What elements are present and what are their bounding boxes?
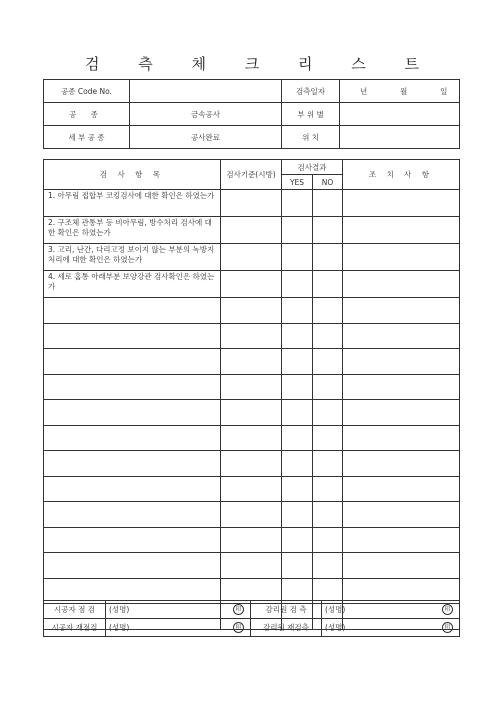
action-cell[interactable] bbox=[343, 502, 460, 528]
sign-row1-right-field[interactable] bbox=[322, 601, 460, 619]
col-no-header: NO bbox=[313, 175, 343, 190]
seal-icon: 印 bbox=[233, 604, 244, 615]
yes-cell[interactable] bbox=[282, 502, 313, 528]
signature-table bbox=[43, 600, 460, 637]
action-cell[interactable] bbox=[343, 323, 460, 349]
date-day: 일 bbox=[440, 86, 448, 96]
col-items-header: 검 사 항 목 bbox=[44, 160, 221, 190]
yes-cell[interactable] bbox=[282, 349, 313, 375]
sign-row2-left-label: 시공자 재점검 bbox=[44, 619, 106, 637]
sign-row2-left-name: (성명) bbox=[109, 623, 130, 632]
no-cell[interactable] bbox=[313, 400, 343, 426]
no-cell[interactable] bbox=[313, 217, 343, 244]
seal-icon: 印 bbox=[233, 622, 244, 633]
criteria-cell[interactable] bbox=[221, 553, 282, 579]
col-yes-header: YES bbox=[282, 175, 313, 190]
col-result-header: 검사결과 bbox=[282, 160, 343, 175]
sign-row1-left-label: 시공자 점 검 bbox=[44, 601, 106, 619]
seal-icon: 印 bbox=[442, 604, 453, 615]
yes-cell[interactable] bbox=[282, 476, 313, 502]
no-cell[interactable] bbox=[313, 374, 343, 400]
yes-cell[interactable] bbox=[282, 217, 313, 244]
yes-cell[interactable] bbox=[282, 190, 313, 217]
work-code-label: 공종 Code No. bbox=[44, 80, 130, 103]
sign-row2-right-field[interactable] bbox=[322, 619, 460, 637]
check-item bbox=[44, 476, 221, 502]
yes-cell[interactable] bbox=[282, 323, 313, 349]
criteria-cell[interactable] bbox=[221, 298, 282, 324]
check-item bbox=[44, 323, 221, 349]
seal-icon: 印 bbox=[442, 622, 453, 633]
sign-row1-left-field[interactable] bbox=[106, 601, 251, 619]
check-item bbox=[44, 425, 221, 451]
table-row bbox=[44, 298, 460, 324]
action-cell[interactable] bbox=[343, 349, 460, 375]
table-row bbox=[44, 244, 460, 271]
action-cell[interactable] bbox=[343, 451, 460, 477]
inspect-date-label: 검측일자 bbox=[282, 80, 340, 103]
table-row bbox=[44, 476, 460, 502]
criteria-cell[interactable] bbox=[221, 323, 282, 349]
part-label: 부 위 별 bbox=[282, 103, 340, 126]
action-cell[interactable] bbox=[343, 298, 460, 324]
location-label: 위 치 bbox=[282, 126, 340, 149]
criteria-cell[interactable] bbox=[221, 451, 282, 477]
work-code-value[interactable] bbox=[130, 80, 282, 103]
no-cell[interactable] bbox=[313, 451, 343, 477]
sub-work-value[interactable]: 공사완료 bbox=[130, 126, 282, 149]
check-item bbox=[44, 349, 221, 375]
criteria-cell[interactable] bbox=[221, 425, 282, 451]
yes-cell[interactable] bbox=[282, 244, 313, 271]
col-action-header: 조 치 사 항 bbox=[343, 160, 460, 190]
criteria-cell[interactable] bbox=[221, 374, 282, 400]
table-row bbox=[44, 374, 460, 400]
check-item bbox=[44, 502, 221, 528]
no-cell[interactable] bbox=[313, 244, 343, 271]
table-row bbox=[44, 271, 460, 298]
work-type-value[interactable]: 금속공사 bbox=[130, 103, 282, 126]
table-row bbox=[44, 323, 460, 349]
criteria-cell[interactable] bbox=[221, 400, 282, 426]
check-item: 2. 구조체 관통부 등 비아무림, 방수처리 검사에 대한 확인은 하였는가 bbox=[44, 217, 221, 244]
check-item bbox=[44, 451, 221, 477]
table-row bbox=[44, 553, 460, 579]
no-cell[interactable] bbox=[313, 553, 343, 579]
action-cell[interactable] bbox=[343, 217, 460, 244]
action-cell[interactable] bbox=[343, 190, 460, 217]
yes-cell[interactable] bbox=[282, 298, 313, 324]
table-row bbox=[44, 190, 460, 217]
table-row bbox=[44, 425, 460, 451]
no-cell[interactable] bbox=[313, 502, 343, 528]
action-cell[interactable] bbox=[343, 553, 460, 579]
location-value[interactable] bbox=[340, 126, 460, 149]
check-item bbox=[44, 553, 221, 579]
no-cell[interactable] bbox=[313, 298, 343, 324]
check-item bbox=[44, 400, 221, 426]
criteria-cell[interactable] bbox=[221, 502, 282, 528]
sign-row1-right-label: 감리원 검 측 bbox=[251, 601, 322, 619]
table-row bbox=[44, 502, 460, 528]
criteria-cell[interactable] bbox=[221, 190, 282, 217]
table-row bbox=[44, 400, 460, 426]
yes-cell[interactable] bbox=[282, 374, 313, 400]
no-cell[interactable] bbox=[313, 323, 343, 349]
no-cell[interactable] bbox=[313, 271, 343, 298]
check-item: 3. 고리, 난간, 다리고정 보이지 않는 부분의 녹방지 처리에 대한 확인은 하였는가 bbox=[44, 244, 221, 271]
action-cell[interactable] bbox=[343, 527, 460, 553]
part-value[interactable] bbox=[340, 103, 460, 126]
action-cell[interactable] bbox=[343, 400, 460, 426]
no-cell[interactable] bbox=[313, 425, 343, 451]
sign-row2-right-label: 감리원 재검측 bbox=[251, 619, 322, 637]
criteria-cell[interactable] bbox=[221, 527, 282, 553]
header-table bbox=[43, 79, 460, 149]
date-month: 월 bbox=[400, 86, 408, 96]
col-criteria-header: 검사기준(시방) bbox=[221, 160, 282, 190]
inspect-date-value[interactable] bbox=[340, 80, 460, 103]
yes-cell[interactable] bbox=[282, 400, 313, 426]
criteria-cell[interactable] bbox=[221, 217, 282, 244]
action-cell[interactable] bbox=[343, 244, 460, 271]
criteria-cell[interactable] bbox=[221, 244, 282, 271]
sub-work-label: 세 부 공 종 bbox=[44, 126, 130, 149]
work-type-label: 공 종 bbox=[44, 103, 130, 126]
sign-row2-left-field[interactable] bbox=[106, 619, 251, 637]
no-cell[interactable] bbox=[313, 190, 343, 217]
page-title: 검 측 체 크 리 스 트 bbox=[84, 55, 437, 73]
action-cell[interactable] bbox=[343, 476, 460, 502]
yes-cell[interactable] bbox=[282, 271, 313, 298]
no-cell[interactable] bbox=[313, 476, 343, 502]
table-row bbox=[44, 349, 460, 375]
yes-cell[interactable] bbox=[282, 527, 313, 553]
no-cell[interactable] bbox=[313, 527, 343, 553]
yes-cell[interactable] bbox=[282, 425, 313, 451]
action-cell[interactable] bbox=[343, 271, 460, 298]
criteria-cell[interactable] bbox=[221, 271, 282, 298]
sign-row1-left-name: (성명) bbox=[109, 605, 130, 614]
criteria-cell[interactable] bbox=[221, 349, 282, 375]
yes-cell[interactable] bbox=[282, 451, 313, 477]
check-item: 4. 세로 홈통 아래부분 보양강관 검사확인은 하였는가 bbox=[44, 271, 221, 298]
table-row bbox=[44, 527, 460, 553]
date-year: 년 bbox=[360, 86, 368, 96]
yes-cell[interactable] bbox=[282, 553, 313, 579]
sign-row2-right-name: (성명) bbox=[325, 623, 346, 632]
sign-row1-right-name: (성명) bbox=[325, 605, 346, 614]
check-item bbox=[44, 374, 221, 400]
no-cell[interactable] bbox=[313, 349, 343, 375]
checklist-table bbox=[43, 159, 460, 630]
action-cell[interactable] bbox=[343, 425, 460, 451]
check-item: 1. 아무림 접합부 코킹검사에 대한 확인은 하였는가 bbox=[44, 190, 221, 217]
criteria-cell[interactable] bbox=[221, 476, 282, 502]
check-item bbox=[44, 527, 221, 553]
check-item bbox=[44, 298, 221, 324]
table-row bbox=[44, 217, 460, 244]
table-row bbox=[44, 451, 460, 477]
action-cell[interactable] bbox=[343, 374, 460, 400]
